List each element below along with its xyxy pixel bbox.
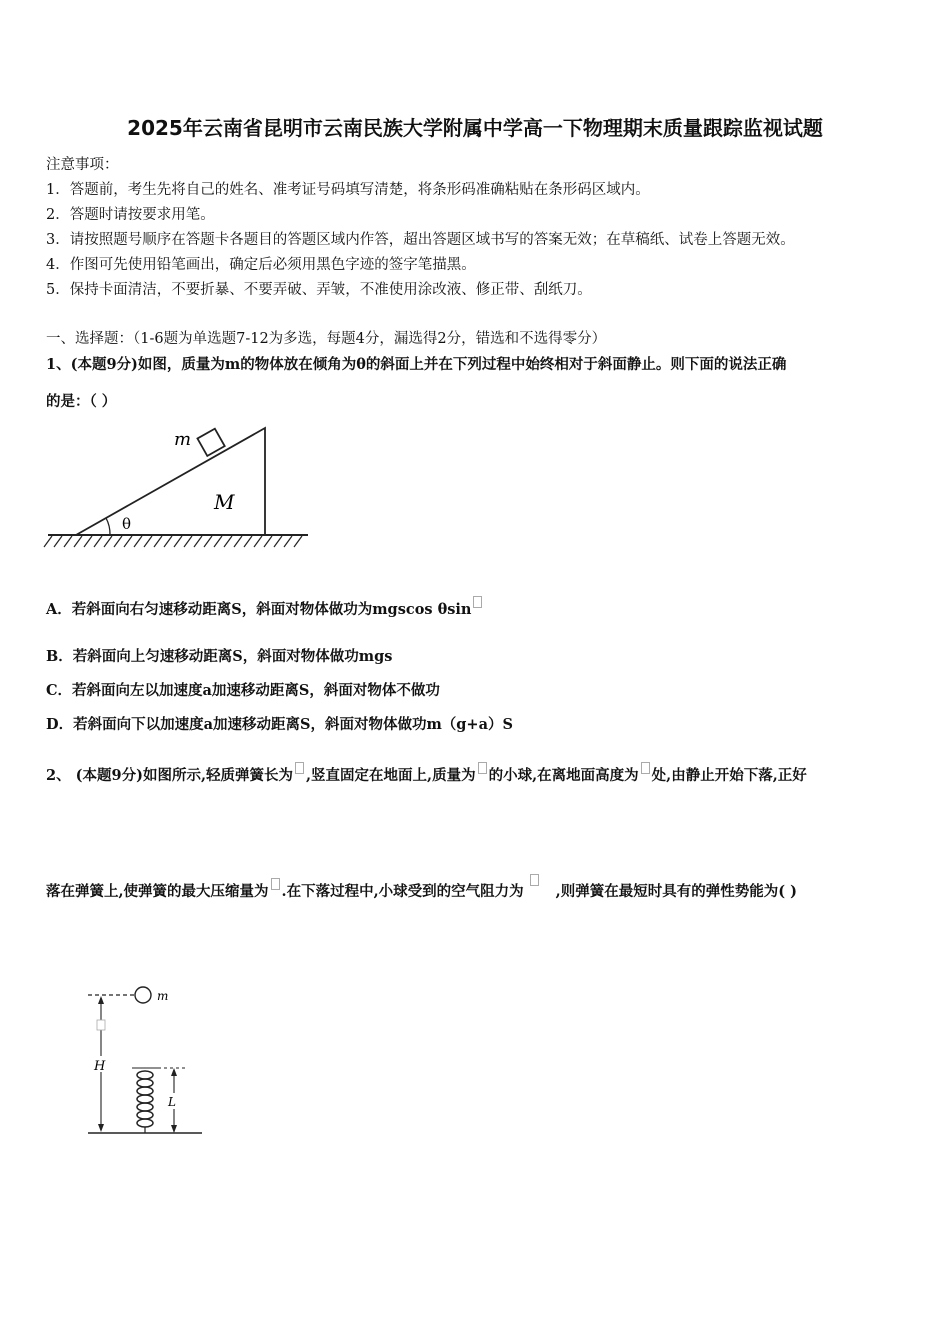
missing-glyph-icon: [271, 878, 280, 890]
notice-heading: 注意事项：: [46, 157, 119, 173]
theta-label: θ: [122, 515, 132, 533]
m-label: m: [174, 429, 192, 450]
H-label: H: [94, 1059, 106, 1074]
q2-stem-line2: 落在弹簧上,使弹簧的最大压缩量为 .在下落过程中,小球受到的空气阻力为 ,则弹簧在最短时具有的弹性势能为( ): [46, 878, 797, 901]
q1-option-c: C．若斜面向左以加速度a加速移动距离S，斜面对物体不做功: [46, 682, 440, 699]
M-label: M: [214, 490, 235, 514]
section-heading: 一、选择题：（1-6题为单选题7-12为多选，每题4分，漏选得2分，错选和不选得零分）: [46, 331, 607, 347]
missing-glyph-icon: [295, 762, 304, 774]
notice-item: 4．作图可先使用铅笔画出，确定后必须用黑色字迹的签字笔描黑。: [46, 257, 476, 273]
missing-glyph-icon: [478, 762, 487, 774]
missing-glyph-icon: [530, 874, 539, 886]
q1-stem-line2: 的是：（ ）: [46, 393, 117, 410]
spring-figure: [80, 980, 210, 1145]
notice-item: 5．保持卡面清洁，不要折暴、不要弄破、弄皱，不准使用涂改液、修正带、刮纸刀。: [46, 282, 592, 298]
notice-item: 3．请按照题号顺序在答题卡各题目的答题区域内作答，超出答题区域书写的答案无效；在草稿纸、试卷上答题无效。: [46, 232, 795, 248]
notice-item: 2．答题时请按要求用笔。: [46, 207, 215, 223]
m-label: m: [157, 989, 169, 1003]
missing-glyph-icon: [641, 762, 650, 774]
incline-figure: [40, 415, 330, 560]
L-label: L: [168, 1095, 176, 1109]
missing-glyph-icon: [473, 596, 482, 608]
q1-option-d: D．若斜面向下以加速度a加速移动距离S，斜面对物体做功m（g+a）S: [46, 716, 513, 733]
page-title: 2025年云南省昆明市云南民族大学附属中学高一下物理期末质量跟踪监视试题: [127, 116, 823, 140]
notice-item: 1．答题前，考生先将自己的姓名、准考证号码填写清楚，将条形码准确粘贴在条形码区域内。: [46, 182, 650, 198]
q1-option-a: A．若斜面向右匀速移动距离S，斜面对物体做功为mgscos θsin: [46, 596, 484, 619]
q1-option-b: B．若斜面向上匀速移动距离S，斜面对物体做功mgs: [46, 648, 393, 665]
q2-stem-line1: 2、 (本题9分)如图所示,轻质弹簧长为 ,竖直固定在地面上,质量为 的小球,在离地面高度为 处,由静止开始下落,正好: [46, 762, 807, 785]
q1-stem-line1: 1、(本题9分)如图，质量为m的物体放在倾角为θ的斜面上并在下列过程中始终相对于斜面静止。则下面的说法正确: [46, 356, 787, 373]
